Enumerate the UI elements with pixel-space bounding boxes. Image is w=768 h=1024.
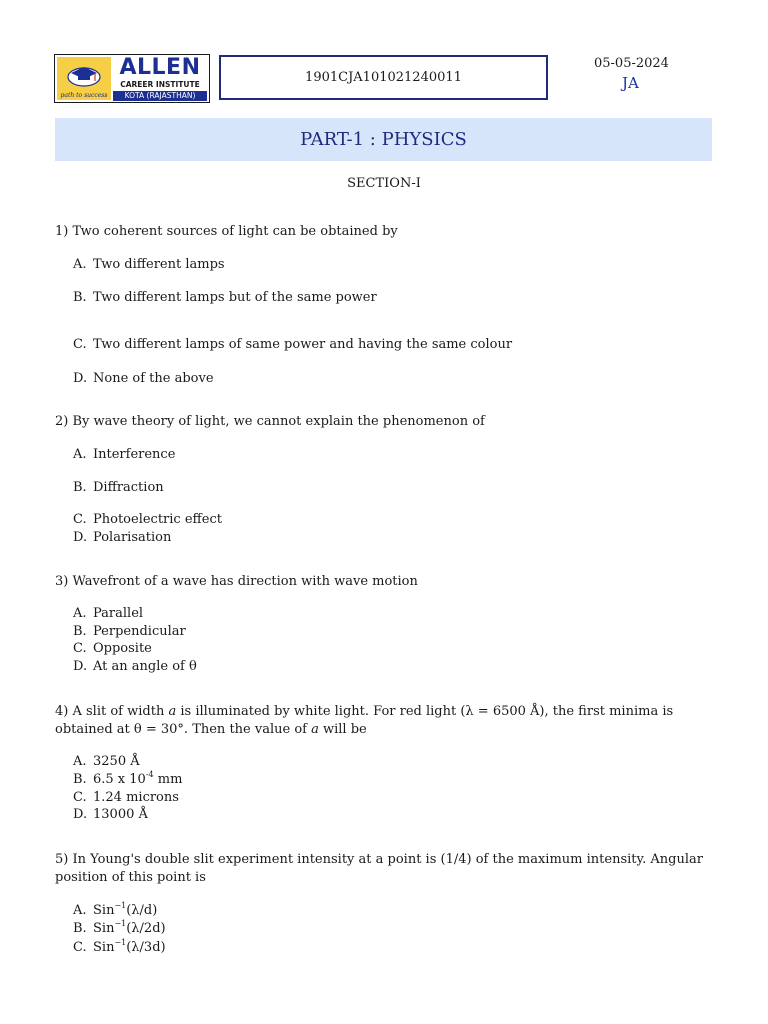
question-5-stem: 5) In Young's double slit experiment intensity at a point is (1/4) of the maximum intensity. Angular position of this point is: [55, 852, 703, 885]
option-text: At an angle of θ: [93, 659, 197, 674]
stem-text: will be: [318, 722, 367, 737]
logo-tagline: path to success: [60, 92, 108, 99]
option-letter: D.: [73, 530, 88, 545]
option-letter: A.: [73, 754, 87, 769]
option-arg: (λ/d): [126, 903, 158, 918]
option-letter: C.: [73, 940, 87, 955]
question-2-option-c[interactable]: [73, 511, 222, 529]
option-letter: B.: [73, 624, 87, 639]
option-letter: C.: [73, 337, 87, 352]
question-4-option-a[interactable]: [73, 753, 140, 771]
option-letter: A.: [73, 606, 87, 621]
question-2-option-d[interactable]: [73, 529, 171, 547]
stream-code: JA: [622, 74, 639, 92]
option-text: Opposite: [93, 641, 152, 656]
allen-logo: [54, 54, 210, 103]
option-text: Parallel: [93, 606, 144, 621]
option-text: Photoelectric effect: [93, 512, 222, 527]
option-letter: B.: [73, 480, 87, 495]
option-exponent: −1: [114, 919, 127, 928]
option-letter: A.: [73, 447, 87, 462]
question-3-option-b[interactable]: [73, 623, 186, 641]
question-5-option-b[interactable]: [73, 920, 166, 938]
question-4-option-c[interactable]: [73, 789, 179, 807]
part-title: PART-1 : PHYSICS: [300, 129, 467, 150]
option-letter: D.: [73, 807, 88, 822]
option-unit: mm: [153, 772, 183, 787]
option-letter: D.: [73, 371, 88, 386]
variable-a: a: [168, 704, 177, 719]
question-2-option-b[interactable]: [73, 479, 164, 497]
option-text: 3250 Å: [93, 754, 140, 769]
option-text: 1.24 microns: [93, 790, 179, 805]
option-exponent: −1: [114, 901, 127, 910]
option-arg: (λ/2d): [126, 921, 166, 936]
question-1-option-c[interactable]: [73, 336, 512, 354]
option-letter: C.: [73, 790, 87, 805]
option-letter: C.: [73, 641, 87, 656]
question-4-stem: [55, 703, 715, 739]
part-title-band: [55, 118, 712, 161]
option-base: Sin: [93, 921, 115, 936]
question-1-option-a[interactable]: [73, 256, 225, 274]
option-base: Sin: [93, 940, 115, 955]
logo-subtitle: CAREER INSTITUTE: [120, 80, 200, 89]
logo-city: KOTA (RAJASTHAN): [113, 91, 207, 101]
option-text: 13000 Å: [93, 807, 148, 822]
question-2-option-a[interactable]: [73, 446, 175, 464]
question-1-option-b[interactable]: [73, 289, 377, 307]
stem-text: is illuminated by white light. For red light (λ = 6500 Å), the first minima is obtained at θ = 30°. Then the value of: [55, 704, 674, 737]
section-title: SECTION-I: [347, 176, 421, 191]
option-letter: A.: [73, 257, 87, 272]
option-letter: D.: [73, 659, 88, 674]
variable-a: a: [311, 722, 319, 737]
question-2-stem: 2) By wave theory of light, we cannot explain the phenomenon of: [55, 414, 485, 429]
option-base: 6.5 x 10: [93, 772, 146, 787]
option-text: None of the above: [93, 371, 214, 386]
option-text: Two different lamps of same power and having the same colour: [93, 337, 513, 352]
option-text: Two different lamps: [93, 257, 225, 272]
option-letter: B.: [73, 921, 87, 936]
option-text: Diffraction: [93, 480, 164, 495]
option-exponent: −1: [114, 938, 127, 947]
question-1-stem: 1) Two coherent sources of light can be obtained by: [55, 224, 398, 239]
option-letter: B.: [73, 772, 87, 787]
option-letter: A.: [73, 903, 87, 918]
option-text: Perpendicular: [93, 624, 186, 639]
question-5-option-c[interactable]: [73, 939, 166, 957]
question-3-stem: 3) Wavefront of a wave has direction with wave motion: [55, 574, 418, 589]
option-arg: (λ/3d): [126, 940, 166, 955]
question-4-option-b[interactable]: [73, 771, 182, 789]
option-letter: B.: [73, 290, 87, 305]
stem-text: 4) A slit of width: [55, 704, 169, 719]
logo-name: ALLEN: [119, 55, 201, 80]
paper-code-box: [219, 55, 548, 100]
paper-code: 1901CJA101021240011: [305, 70, 462, 85]
question-3-option-d[interactable]: [73, 658, 197, 676]
option-letter: C.: [73, 512, 87, 527]
question-5-option-a[interactable]: [73, 902, 157, 920]
question-4-option-d[interactable]: [73, 806, 148, 824]
question-3-option-c[interactable]: [73, 640, 152, 658]
question-3-option-a[interactable]: [73, 605, 143, 623]
option-text: Polarisation: [93, 530, 172, 545]
option-text: Interference: [93, 447, 176, 462]
option-exponent: -4: [145, 770, 154, 779]
exam-date: 05-05-2024: [594, 56, 669, 71]
option-text: Two different lamps but of the same power: [93, 290, 377, 305]
option-base: Sin: [93, 903, 115, 918]
question-1-option-d[interactable]: [73, 370, 214, 388]
